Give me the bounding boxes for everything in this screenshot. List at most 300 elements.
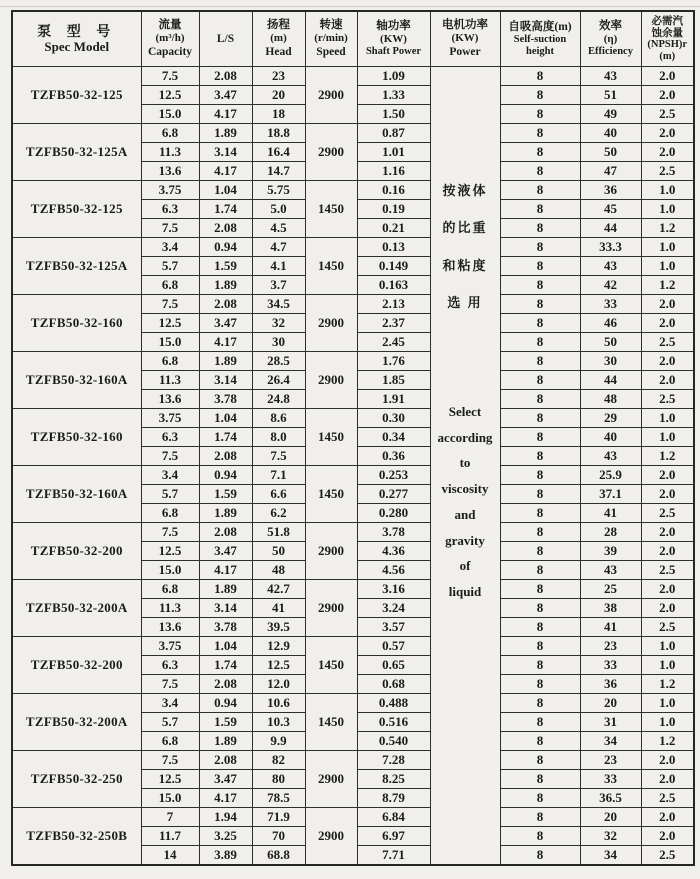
self-suction-cell: 8: [500, 200, 580, 219]
efficiency-cell: 41: [580, 618, 641, 637]
ls-cell: 1.04: [199, 637, 252, 656]
self-suction-cell: 8: [500, 314, 580, 333]
table-row: [12, 466, 694, 485]
ls-cell: 0.94: [199, 466, 252, 485]
header-head-zh: 扬程: [267, 19, 290, 31]
header-shaft-unit: (KW): [380, 33, 407, 45]
efficiency-cell: 29: [580, 409, 641, 428]
power-note-en-line: of: [459, 558, 471, 573]
head-cell: 39.5: [252, 618, 305, 637]
table-row: [12, 694, 694, 713]
head-cell: 5.75: [252, 181, 305, 200]
self-suction-cell: 8: [500, 67, 580, 86]
efficiency-cell: 34: [580, 732, 641, 751]
npsh-cell: 1.0: [641, 637, 694, 656]
header-ls-label: L/S: [216, 33, 235, 45]
npsh-cell: 2.5: [641, 390, 694, 409]
ls-cell: 3.25: [199, 827, 252, 846]
header-power-zh: 电机功率: [442, 19, 488, 31]
head-cell: 78.5: [252, 789, 305, 808]
ls-cell: 3.47: [199, 314, 252, 333]
head-cell: 8.0: [252, 428, 305, 447]
npsh-cell: 2.0: [641, 808, 694, 827]
self-suction-cell: 8: [500, 276, 580, 295]
ls-cell: 3.47: [199, 86, 252, 105]
shaft-power-cell: 0.13: [357, 238, 430, 257]
capacity-cell: 6.3: [141, 428, 199, 447]
ls-cell: 1.59: [199, 485, 252, 504]
efficiency-cell: 42: [580, 276, 641, 295]
shaft-power-cell: 6.84: [357, 808, 430, 827]
speed-cell: 1450: [305, 637, 357, 694]
ls-cell: 0.94: [199, 238, 252, 257]
npsh-cell: 2.0: [641, 751, 694, 770]
capacity-cell: 15.0: [141, 105, 199, 124]
npsh-cell: 2.5: [641, 561, 694, 580]
header-eff-en: Efficiency: [588, 46, 633, 57]
self-suction-cell: 8: [500, 523, 580, 542]
efficiency-cell: 38: [580, 599, 641, 618]
head-cell: 34.5: [252, 295, 305, 314]
header-npsh-line1: 必需汽: [651, 16, 683, 27]
header-efficiency: [580, 11, 641, 67]
ls-cell: 1.94: [199, 808, 252, 827]
shaft-power-cell: 3.78: [357, 523, 430, 542]
header-capacity-en: Capacity: [147, 46, 193, 58]
efficiency-cell: 43: [580, 447, 641, 466]
head-cell: 70: [252, 827, 305, 846]
shaft-power-cell: 0.516: [357, 713, 430, 732]
head-cell: 41: [252, 599, 305, 618]
ls-cell: 3.47: [199, 770, 252, 789]
head-cell: 24.8: [252, 390, 305, 409]
power-note-en-line: viscosity: [441, 481, 489, 496]
npsh-cell: 2.5: [641, 105, 694, 124]
capacity-cell: 7.5: [141, 523, 199, 542]
efficiency-cell: 25.9: [580, 466, 641, 485]
shaft-power-cell: 0.36: [357, 447, 430, 466]
efficiency-cell: 45: [580, 200, 641, 219]
ls-cell: 0.94: [199, 694, 252, 713]
shaft-power-cell: 3.16: [357, 580, 430, 599]
power-note-zh-line: 的比重: [442, 220, 488, 235]
npsh-cell: 2.0: [641, 295, 694, 314]
ls-cell: 1.89: [199, 276, 252, 295]
efficiency-cell: 31: [580, 713, 641, 732]
efficiency-cell: 50: [580, 143, 641, 162]
shaft-power-cell: 1.09: [357, 67, 430, 86]
shaft-power-cell: 4.36: [357, 542, 430, 561]
head-cell: 51.8: [252, 523, 305, 542]
head-cell: 30: [252, 333, 305, 352]
header-power: [430, 11, 500, 67]
self-suction-cell: 8: [500, 808, 580, 827]
ls-cell: 4.17: [199, 105, 252, 124]
speed-cell: 2900: [305, 67, 357, 124]
ls-cell: 2.08: [199, 295, 252, 314]
capacity-cell: 12.5: [141, 542, 199, 561]
header-capacity-zh: 流量: [158, 19, 182, 31]
capacity-cell: 3.75: [141, 409, 199, 428]
self-suction-cell: 8: [500, 618, 580, 637]
capacity-cell: 6.8: [141, 504, 199, 523]
shaft-power-cell: 1.76: [357, 352, 430, 371]
self-suction-cell: 8: [500, 124, 580, 143]
header-shaft-power: [357, 11, 430, 67]
npsh-cell: 2.0: [641, 314, 694, 333]
npsh-cell: 1.2: [641, 219, 694, 238]
shaft-power-cell: 7.28: [357, 751, 430, 770]
npsh-cell: 2.0: [641, 827, 694, 846]
efficiency-cell: 43: [580, 257, 641, 276]
efficiency-cell: 20: [580, 694, 641, 713]
npsh-cell: 1.0: [641, 656, 694, 675]
capacity-cell: 5.7: [141, 257, 199, 276]
model-cell: TZFB50-32-200: [12, 637, 141, 694]
self-suction-cell: 8: [500, 827, 580, 846]
npsh-cell: 2.0: [641, 599, 694, 618]
ls-cell: 1.74: [199, 428, 252, 447]
capacity-cell: 7.5: [141, 67, 199, 86]
efficiency-cell: 43: [580, 561, 641, 580]
npsh-cell: 2.0: [641, 143, 694, 162]
capacity-cell: 6.8: [141, 732, 199, 751]
self-suction-cell: 8: [500, 257, 580, 276]
ls-cell: 2.08: [199, 219, 252, 238]
speed-cell: 2900: [305, 751, 357, 808]
self-suction-cell: 8: [500, 219, 580, 238]
capacity-cell: 7: [141, 808, 199, 827]
shaft-power-cell: 0.277: [357, 485, 430, 504]
head-cell: 82: [252, 751, 305, 770]
head-cell: 12.0: [252, 675, 305, 694]
table-row: [12, 637, 694, 656]
self-suction-cell: 8: [500, 333, 580, 352]
head-cell: 4.5: [252, 219, 305, 238]
npsh-cell: 1.2: [641, 447, 694, 466]
speed-cell: 2900: [305, 295, 357, 352]
header-model-en: Spec Model: [44, 38, 110, 54]
self-suction-cell: 8: [500, 770, 580, 789]
header-eff-zh: 效率: [599, 20, 622, 32]
power-note: [431, 67, 500, 863]
ls-cell: 3.47: [199, 542, 252, 561]
capacity-cell: 5.7: [141, 713, 199, 732]
efficiency-cell: 46: [580, 314, 641, 333]
self-suction-cell: 8: [500, 656, 580, 675]
npsh-cell: 1.2: [641, 276, 694, 295]
header-model-zh: 泵 型 号: [37, 24, 117, 40]
pump-spec-table: [11, 10, 695, 866]
speed-cell: 2900: [305, 580, 357, 637]
head-cell: 23: [252, 67, 305, 86]
npsh-cell: 2.0: [641, 580, 694, 599]
shaft-power-cell: 0.19: [357, 200, 430, 219]
shaft-power-cell: 0.163: [357, 276, 430, 295]
head-cell: 7.5: [252, 447, 305, 466]
efficiency-cell: 20: [580, 808, 641, 827]
self-suction-cell: 8: [500, 86, 580, 105]
ls-cell: 2.08: [199, 751, 252, 770]
head-cell: 50: [252, 542, 305, 561]
ls-cell: 1.04: [199, 409, 252, 428]
ls-cell: 1.74: [199, 656, 252, 675]
capacity-cell: 3.4: [141, 466, 199, 485]
npsh-cell: 2.0: [641, 86, 694, 105]
ls-cell: 1.59: [199, 713, 252, 732]
head-cell: 12.5: [252, 656, 305, 675]
power-note-en-line: to: [459, 455, 471, 470]
ls-cell: 2.08: [199, 523, 252, 542]
table-row: [12, 409, 694, 428]
efficiency-cell: 37.1: [580, 485, 641, 504]
head-cell: 48: [252, 561, 305, 580]
efficiency-cell: 44: [580, 371, 641, 390]
self-suction-cell: 8: [500, 352, 580, 371]
capacity-cell: 12.5: [141, 770, 199, 789]
ls-cell: 1.89: [199, 124, 252, 143]
header-self-suction: [500, 11, 580, 67]
npsh-cell: 2.5: [641, 162, 694, 181]
self-suction-cell: 8: [500, 466, 580, 485]
speed-cell: 2900: [305, 523, 357, 580]
efficiency-cell: 39: [580, 542, 641, 561]
npsh-cell: 1.0: [641, 257, 694, 276]
ls-cell: 2.08: [199, 447, 252, 466]
ls-cell: 1.89: [199, 580, 252, 599]
ls-cell: 3.14: [199, 143, 252, 162]
shaft-power-cell: 0.280: [357, 504, 430, 523]
model-cell: TZFB50-32-200: [12, 523, 141, 580]
self-suction-cell: 8: [500, 713, 580, 732]
efficiency-cell: 23: [580, 751, 641, 770]
ls-cell: 4.17: [199, 162, 252, 181]
model-cell: TZFB50-32-200A: [12, 580, 141, 637]
header-suction-en1: Self-suction: [513, 33, 567, 45]
shaft-power-cell: 1.01: [357, 143, 430, 162]
shaft-power-cell: 0.30: [357, 409, 430, 428]
table-row: [12, 808, 694, 827]
self-suction-cell: 8: [500, 295, 580, 314]
capacity-cell: 6.8: [141, 580, 199, 599]
capacity-cell: 14: [141, 846, 199, 866]
ls-cell: 1.59: [199, 257, 252, 276]
efficiency-cell: 43: [580, 67, 641, 86]
capacity-cell: 15.0: [141, 789, 199, 808]
ls-cell: 3.14: [199, 599, 252, 618]
ls-cell: 1.89: [199, 732, 252, 751]
efficiency-cell: 44: [580, 219, 641, 238]
shaft-power-cell: 1.16: [357, 162, 430, 181]
head-cell: 28.5: [252, 352, 305, 371]
self-suction-cell: 8: [500, 599, 580, 618]
efficiency-cell: 49: [580, 105, 641, 124]
model-cell: TZFB50-32-160: [12, 409, 141, 466]
header-suction-en2: height: [525, 45, 554, 57]
header-power-en: Power: [449, 46, 481, 58]
ls-cell: 3.78: [199, 618, 252, 637]
efficiency-cell: 50: [580, 333, 641, 352]
shaft-power-cell: 1.50: [357, 105, 430, 124]
model-cell: TZFB50-32-160: [12, 295, 141, 352]
header-speed-unit: (r/min): [314, 32, 348, 44]
efficiency-cell: 33: [580, 770, 641, 789]
npsh-cell: 2.0: [641, 371, 694, 390]
head-cell: 4.7: [252, 238, 305, 257]
capacity-cell: 3.75: [141, 637, 199, 656]
head-cell: 6.6: [252, 485, 305, 504]
npsh-cell: 2.0: [641, 542, 694, 561]
shaft-power-cell: 0.34: [357, 428, 430, 447]
head-cell: 68.8: [252, 846, 305, 866]
power-note-zh-line: 和粘度: [442, 258, 488, 273]
shaft-power-cell: 0.16: [357, 181, 430, 200]
self-suction-cell: 8: [500, 105, 580, 124]
head-cell: 71.9: [252, 808, 305, 827]
capacity-cell: 11.7: [141, 827, 199, 846]
capacity-cell: 12.5: [141, 86, 199, 105]
head-cell: 18: [252, 105, 305, 124]
capacity-cell: 5.7: [141, 485, 199, 504]
table-header: [12, 11, 694, 67]
ls-cell: 3.78: [199, 390, 252, 409]
npsh-cell: 2.0: [641, 485, 694, 504]
head-cell: 42.7: [252, 580, 305, 599]
self-suction-cell: 8: [500, 428, 580, 447]
efficiency-cell: 25: [580, 580, 641, 599]
efficiency-cell: 41: [580, 504, 641, 523]
head-cell: 26.4: [252, 371, 305, 390]
head-cell: 6.2: [252, 504, 305, 523]
efficiency-cell: 48: [580, 390, 641, 409]
head-cell: 5.0: [252, 200, 305, 219]
shaft-power-cell: 1.85: [357, 371, 430, 390]
capacity-cell: 6.3: [141, 200, 199, 219]
header-shaft-zh: 轴功率: [376, 20, 411, 32]
npsh-cell: 2.0: [641, 352, 694, 371]
capacity-cell: 7.5: [141, 751, 199, 770]
header-npsh-line2: 蚀余量: [651, 27, 683, 39]
speed-cell: 1450: [305, 466, 357, 523]
table-row: [12, 523, 694, 542]
shaft-power-cell: 0.68: [357, 675, 430, 694]
header-head: [252, 11, 305, 67]
capacity-cell: 15.0: [141, 561, 199, 580]
head-cell: 32: [252, 314, 305, 333]
header-capacity-unit: (m³/h): [155, 32, 185, 44]
npsh-cell: 1.0: [641, 181, 694, 200]
capacity-cell: 11.3: [141, 599, 199, 618]
model-cell: TZFB50-32-200A: [12, 694, 141, 751]
shaft-power-cell: 0.488: [357, 694, 430, 713]
shaft-power-cell: 0.149: [357, 257, 430, 276]
ls-cell: 1.04: [199, 181, 252, 200]
capacity-cell: 3.75: [141, 181, 199, 200]
header-head-unit: (m): [270, 32, 287, 44]
table-row: [12, 295, 694, 314]
shaft-power-cell: 0.253: [357, 466, 430, 485]
self-suction-cell: 8: [500, 637, 580, 656]
model-cell: TZFB50-32-250B: [12, 808, 141, 866]
capacity-cell: 6.8: [141, 124, 199, 143]
capacity-cell: 13.6: [141, 390, 199, 409]
npsh-cell: 1.2: [641, 675, 694, 694]
self-suction-cell: 8: [500, 447, 580, 466]
npsh-cell: 2.0: [641, 124, 694, 143]
shaft-power-cell: 8.79: [357, 789, 430, 808]
shaft-power-cell: 0.21: [357, 219, 430, 238]
power-note-en-line: and: [454, 507, 476, 522]
efficiency-cell: 51: [580, 86, 641, 105]
efficiency-cell: 33: [580, 656, 641, 675]
self-suction-cell: 8: [500, 561, 580, 580]
efficiency-cell: 30: [580, 352, 641, 371]
ls-cell: 3.89: [199, 846, 252, 866]
head-cell: 16.4: [252, 143, 305, 162]
power-note-en-line: liquid: [448, 584, 482, 599]
shaft-power-cell: 4.56: [357, 561, 430, 580]
capacity-cell: 11.3: [141, 143, 199, 162]
capacity-cell: 6.3: [141, 656, 199, 675]
self-suction-cell: 8: [500, 542, 580, 561]
header-power-unit: (KW): [451, 32, 479, 44]
efficiency-cell: 33.3: [580, 238, 641, 257]
efficiency-cell: 40: [580, 428, 641, 447]
npsh-cell: 2.0: [641, 67, 694, 86]
head-cell: 8.6: [252, 409, 305, 428]
capacity-cell: 11.3: [141, 371, 199, 390]
page-top-rule: [0, 6, 700, 7]
power-note-cell: [430, 67, 500, 866]
header-capacity: [141, 11, 199, 67]
efficiency-cell: 32: [580, 827, 641, 846]
header-head-en: Head: [265, 46, 292, 58]
head-cell: 20: [252, 86, 305, 105]
self-suction-cell: 8: [500, 238, 580, 257]
head-cell: 14.7: [252, 162, 305, 181]
capacity-cell: 13.6: [141, 162, 199, 181]
model-cell: TZFB50-32-125A: [12, 124, 141, 181]
self-suction-cell: 8: [500, 181, 580, 200]
table-row: [12, 67, 694, 86]
efficiency-cell: 34: [580, 846, 641, 866]
model-cell: TZFB50-32-250: [12, 751, 141, 808]
speed-cell: 1450: [305, 238, 357, 295]
speed-cell: 1450: [305, 181, 357, 238]
capacity-cell: 6.8: [141, 276, 199, 295]
npsh-cell: 1.2: [641, 732, 694, 751]
header-speed-zh: 转速: [319, 19, 343, 31]
efficiency-cell: 47: [580, 162, 641, 181]
npsh-cell: 2.0: [641, 770, 694, 789]
self-suction-cell: 8: [500, 485, 580, 504]
speed-cell: 2900: [305, 124, 357, 181]
shaft-power-cell: 0.540: [357, 732, 430, 751]
npsh-cell: 2.0: [641, 466, 694, 485]
shaft-power-cell: 3.57: [357, 618, 430, 637]
head-cell: 7.1: [252, 466, 305, 485]
head-cell: 9.9: [252, 732, 305, 751]
shaft-power-cell: 6.97: [357, 827, 430, 846]
shaft-power-cell: 0.87: [357, 124, 430, 143]
ls-cell: 2.08: [199, 675, 252, 694]
model-cell: TZFB50-32-160A: [12, 466, 141, 523]
npsh-cell: 2.5: [641, 618, 694, 637]
efficiency-cell: 33: [580, 295, 641, 314]
head-cell: 18.8: [252, 124, 305, 143]
self-suction-cell: 8: [500, 390, 580, 409]
head-cell: 10.6: [252, 694, 305, 713]
